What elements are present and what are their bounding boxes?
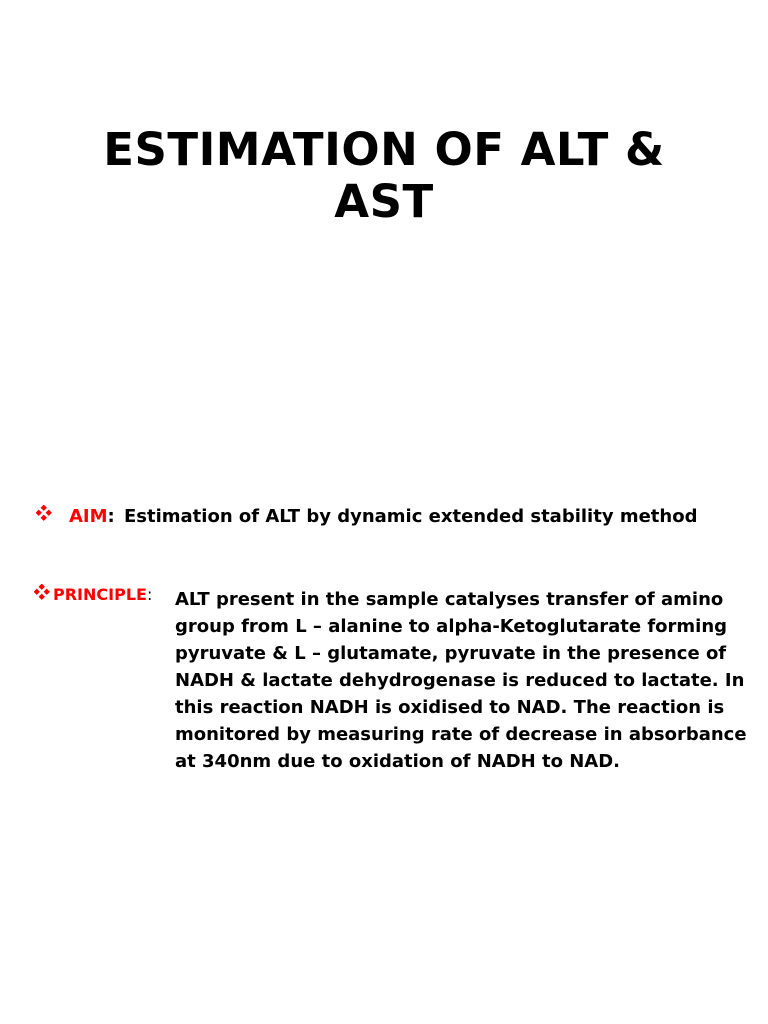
page-title-line-1: ESTIMATION OF ALT & [103,123,665,176]
principle-line: at 340nm due to oxidation of NADH to NAD. [175,751,620,772]
principle-line: NADH & lactate dehydrogenase is reduced to lactate. In [175,670,745,691]
principle-label-text: PRINCIPLE [53,585,147,604]
aim-label-text: AIM [69,506,108,527]
principle-label [53,584,152,606]
page-title-line-2: AST [334,175,434,228]
diamond-bullet-icon [34,584,50,600]
principle-line: pyruvate & L – glutamate, pyruvate in the presence of [175,643,727,664]
principle-line: this reaction NADH is oxidised to NAD. The reaction is [175,697,725,718]
aim-label [69,505,115,529]
aim-text: Estimation of ALT by dynamic extended stability method [124,506,698,527]
principle-section-bullet [34,584,50,604]
aim-label-separator: : [107,506,115,527]
principle-line: monitored by measuring rate of decrease in absorbance [175,724,747,745]
principle-body [175,586,747,775]
principle-label-separator: : [146,585,153,604]
page-title [40,124,728,228]
principle-line: ALT present in the sample catalyses transfer of amino [175,589,724,610]
principle-line: group from L – alanine to alpha-Ketoglutarate forming [175,616,728,637]
diamond-bullet-icon [36,505,52,521]
aim-section-bullet [36,505,52,525]
